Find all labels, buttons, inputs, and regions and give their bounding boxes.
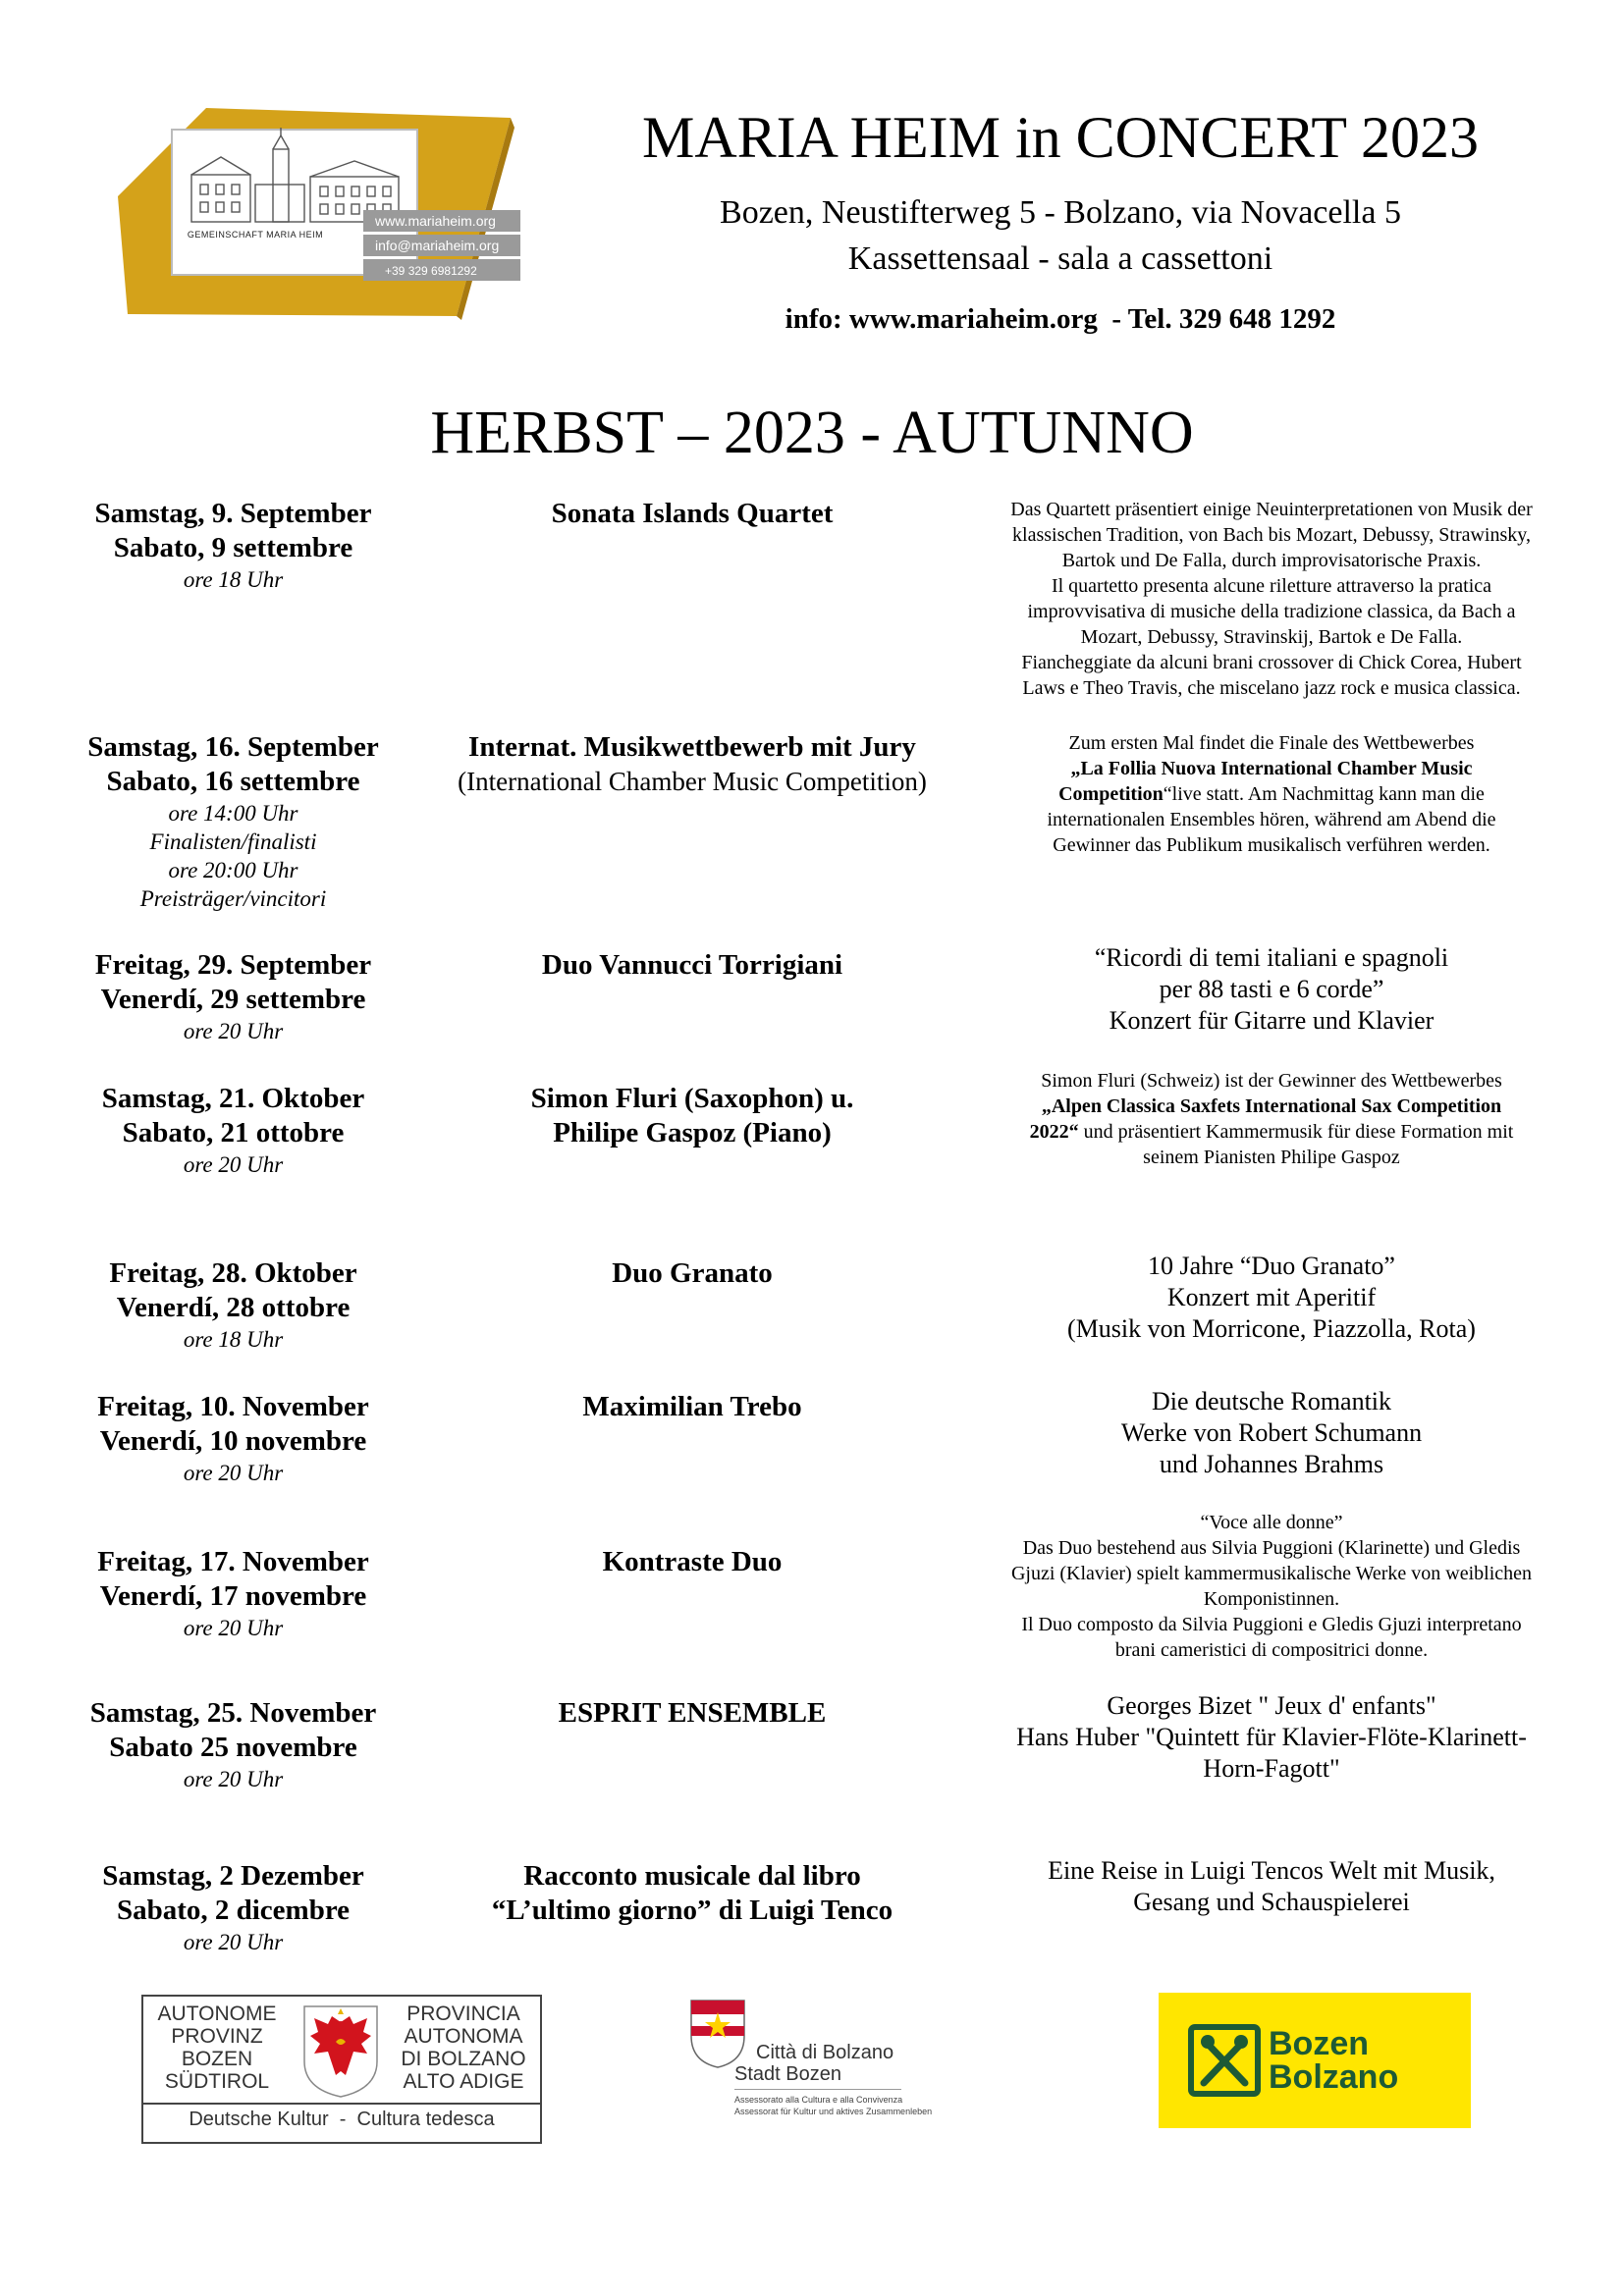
date-german: Samstag, 21. Oktober — [101, 1083, 365, 1114]
description-bold: Competition — [1058, 783, 1164, 805]
description-line: klassischen Tradition, von Bach bis Mozart, Debussy, Strawinsky, — [1012, 524, 1531, 546]
performer-name: “L’ultimo giorno” di Luigi Tenco — [491, 1895, 893, 1926]
event-title — [432, 497, 952, 531]
event-date — [39, 730, 427, 913]
description-line — [947, 781, 1596, 807]
event-description — [947, 497, 1596, 701]
description-line: Das Duo bestehend aus Silvia Puggioni (Klarinette) und Gledis — [1022, 1537, 1521, 1559]
description-line: Fiancheggiate da alcuni brani crossover di Chick Corea, Hubert — [1021, 652, 1522, 673]
city-name-german: Stadt Bozen — [734, 2063, 841, 2085]
logo-website: www.mariaheim.org — [375, 213, 496, 229]
province-line: SÜDTIROL — [164, 2070, 270, 2093]
description-line: Konzert für Gitarre und Klavier — [1109, 1006, 1435, 1035]
province-line: PROVINZ — [171, 2025, 263, 2048]
description-line: Gesang und Schauspielerei — [1133, 1888, 1410, 1916]
province-line: AUTONOME — [157, 2002, 277, 2025]
event-time: ore 20:00 Uhr — [168, 858, 298, 882]
event-title — [432, 1082, 952, 1150]
event-title — [432, 948, 952, 983]
description-line: “Voce alle donne” — [1200, 1512, 1343, 1533]
province-divider — [143, 2103, 540, 2105]
event-title — [432, 1696, 952, 1731]
event-date — [39, 948, 427, 1045]
event-time: ore 20 Uhr — [183, 1152, 284, 1177]
description-line: Die deutsche Romantik — [1151, 1387, 1392, 1415]
date-german: Samstag, 9. September — [94, 498, 372, 529]
description-line: Gjuzi (Klavier) spielt kammermusikalische Werke von weiblichen — [1010, 1563, 1533, 1584]
description-line: seinem Pianisten Philipe Gaspoz — [1143, 1147, 1400, 1168]
event-date — [39, 1859, 427, 1956]
description-line: Zum ersten Mal findet die Finale des Wettbewerbes — [1068, 732, 1475, 754]
logo-phone: +39 329 6981292 — [385, 264, 477, 278]
event-time: ore 14:00 Uhr — [168, 801, 298, 826]
description-line: Das Quartett präsentiert einige Neuinterpretationen von Musik der — [1010, 499, 1533, 520]
event-date — [39, 1256, 427, 1354]
event-description — [947, 1068, 1596, 1170]
description-line: „Alpen Classica Saxfets International Sax Competition — [1041, 1095, 1502, 1117]
performer-name: Sonata Islands Quartet — [551, 498, 834, 529]
event-title — [432, 1256, 952, 1291]
contact-info: info: www.mariaheim.org - Tel. 329 648 1292 — [785, 303, 1336, 335]
description-line: Il Duo composto da Silvia Puggioni e Gledis Gjuzi interpretano — [1021, 1614, 1522, 1635]
date-italian: Sabato, 21 ottobre — [122, 1117, 345, 1148]
event-time: ore 20 Uhr — [183, 1461, 284, 1485]
venue-hall: Kassettensaal - sala a cassettoni — [847, 240, 1273, 277]
bank-name-german: Bozen — [1269, 2025, 1369, 2062]
description-line: per 88 tasti e 6 corde” — [1159, 975, 1384, 1003]
description-line: Horn-Fagott" — [1203, 1754, 1340, 1783]
event-time: ore 18 Uhr — [183, 1327, 284, 1352]
event-description — [947, 1855, 1596, 1918]
event-date — [39, 497, 427, 594]
performer-name: ESPRIT ENSEMBLE — [558, 1697, 827, 1729]
province-line: BOZEN — [181, 2048, 253, 2070]
event-time-note: Preisträger/vincitori — [139, 886, 327, 911]
event-description — [947, 1386, 1596, 1480]
date-german: Samstag, 2 Dezember — [102, 1860, 364, 1892]
event-title — [432, 1545, 952, 1579]
date-german: Freitag, 17. November — [97, 1546, 369, 1577]
description-line: Eine Reise in Luigi Tencos Welt mit Musik, — [1048, 1856, 1495, 1885]
description-line — [947, 1119, 1596, 1145]
description-line: “Ricordi di temi italiani e spagnoli — [1094, 943, 1449, 972]
event-time: ore 20 Uhr — [183, 1930, 284, 1954]
description-line: Konzert mit Aperitif — [1166, 1283, 1377, 1311]
province-line: PROVINCIA — [406, 2002, 520, 2025]
performer-name: Duo Vannucci Torrigiani — [541, 949, 843, 981]
date-italian: Sabato, 16 settembre — [106, 766, 360, 797]
event-time: ore 20 Uhr — [183, 1019, 284, 1043]
event-description — [947, 1690, 1596, 1785]
date-german: Freitag, 10. November — [97, 1391, 369, 1422]
city-shield-star-icon — [687, 1997, 748, 2069]
description-line: Hans Huber "Quintett für Klavier-Flöte-Klarinett- — [1016, 1723, 1527, 1751]
performer-name: Internat. Musikwettbewerb mit Jury — [468, 731, 916, 763]
description-line: internationalen Ensembles hören, während am Abend die — [1047, 809, 1496, 830]
event-time-note: Finalisten/finalisti — [149, 829, 317, 854]
province-line: AUTONOMA — [404, 2025, 523, 2048]
crossed-horse-heads-icon — [1188, 2024, 1261, 2097]
date-italian: Venerdí, 10 novembre — [99, 1425, 367, 1457]
city-department-italian: Assessorato alla Cultura e alla Convivenza — [734, 2095, 903, 2105]
description-text: “live statt. Am Nachmittag kann man die — [1163, 783, 1485, 805]
event-description — [947, 1251, 1596, 1345]
event-date — [39, 1696, 427, 1793]
event-date — [39, 1390, 427, 1487]
event-title — [432, 1859, 952, 1928]
description-line: „La Follia Nuova International Chamber Music — [1070, 758, 1473, 779]
date-german: Samstag, 16. September — [87, 731, 379, 763]
logo-caption: GEMEINSCHAFT MARIA HEIM — [187, 230, 324, 240]
description-line: 10 Jahre “Duo Granato” — [1148, 1252, 1395, 1280]
description-line: Bartok und De Falla, durch improvisatorische Praxis. — [1061, 550, 1482, 571]
description-line: improvvisativa di musiche della tradizione classica, da Bach a — [1027, 601, 1516, 622]
event-date — [39, 1082, 427, 1179]
event-time: ore 20 Uhr — [183, 1616, 284, 1640]
description-line: Laws e Theo Travis, che miscelano jazz rock e musica classica. — [1022, 677, 1521, 699]
venue-address: Bozen, Neustifterweg 5 - Bolzano, via Novacella 5 — [720, 194, 1401, 231]
bank-name-italian: Bolzano — [1269, 2058, 1399, 2096]
performer-name: Duo Granato — [612, 1257, 773, 1289]
season-title: HERBST – 2023 - AUTUNNO — [430, 400, 1194, 466]
sponsor-bank-logo — [1159, 1993, 1471, 2128]
date-german: Samstag, 25. November — [89, 1697, 377, 1729]
description-line: Georges Bizet " Jeux d' enfants" — [1107, 1691, 1436, 1720]
sponsor-city-logo — [687, 1997, 962, 2124]
maria-heim-logo — [118, 88, 550, 324]
description-text: und präsentiert Kammermusik für diese Formation mit — [1078, 1121, 1514, 1143]
date-italian: Venerdí, 29 settembre — [100, 984, 366, 1015]
description-line: brani cameristici di compositrici donne. — [1114, 1639, 1429, 1661]
date-italian: Sabato, 9 settembre — [113, 532, 353, 563]
date-italian: Sabato, 2 dicembre — [116, 1895, 351, 1926]
sponsor-province-logo — [141, 1995, 542, 2144]
description-line: Il quartetto presenta alcune riletture attraverso la pratica — [1051, 575, 1492, 597]
event-title — [432, 1390, 952, 1424]
logo-graphic — [118, 88, 550, 324]
performer-name: Maximilian Trebo — [582, 1391, 802, 1422]
performer-name: Racconto musicale dal libro — [523, 1860, 861, 1892]
event-description — [947, 942, 1596, 1037]
event-subtitle: (International Chamber Music Competition) — [458, 767, 927, 796]
performer-name: Simon Fluri (Saxophon) u. — [530, 1083, 854, 1114]
eagle-coat-of-arms-icon — [298, 2002, 383, 2099]
city-divider — [734, 2089, 901, 2090]
description-line: Gewinner das Publikum musikalisch verführen werden. — [1053, 834, 1490, 856]
event-description — [947, 1510, 1596, 1663]
event-date — [39, 1545, 427, 1642]
description-line: Simon Fluri (Schweiz) ist der Gewinner des Wettbewerbes — [1041, 1070, 1502, 1092]
description-line: Werke von Robert Schumann — [1120, 1418, 1423, 1447]
description-line: (Musik von Morricone, Piazzolla, Rota) — [1067, 1314, 1476, 1343]
event-time: ore 18 Uhr — [183, 567, 284, 592]
description-bold: 2022“ — [1029, 1121, 1079, 1143]
province-footer: Deutsche Kultur - Cultura tedesca — [189, 2109, 495, 2130]
date-german: Freitag, 29. September — [94, 949, 372, 981]
logo-email: info@mariaheim.org — [375, 238, 500, 253]
city-department-german: Assessorat für Kultur und aktives Zusammenleben — [734, 2107, 933, 2116]
page-title: MARIA HEIM in CONCERT 2023 — [641, 105, 1479, 170]
description-line: und Johannes Brahms — [1159, 1450, 1384, 1478]
date-italian: Venerdí, 28 ottobre — [116, 1292, 351, 1323]
event-time: ore 20 Uhr — [183, 1767, 284, 1791]
event-title — [432, 730, 952, 798]
date-german: Freitag, 28. Oktober — [109, 1257, 357, 1289]
province-line: DI BOLZANO — [401, 2048, 526, 2070]
province-line: ALTO ADIGE — [403, 2070, 524, 2093]
date-italian: Sabato 25 novembre — [109, 1732, 357, 1763]
performer-name: Philipe Gaspoz (Piano) — [553, 1117, 832, 1148]
performer-name: Kontraste Duo — [602, 1546, 783, 1577]
province-name-italian — [389, 2002, 538, 2093]
province-name-german — [143, 2002, 291, 2093]
description-line: Mozart, Debussy, Stravinskij, Bartok e De Falla. — [1080, 626, 1463, 648]
date-italian: Venerdí, 17 novembre — [99, 1580, 367, 1612]
description-line: Komponistinnen. — [1203, 1588, 1340, 1610]
city-name-italian: Città di Bolzano — [756, 2042, 894, 2063]
event-description — [947, 730, 1596, 858]
